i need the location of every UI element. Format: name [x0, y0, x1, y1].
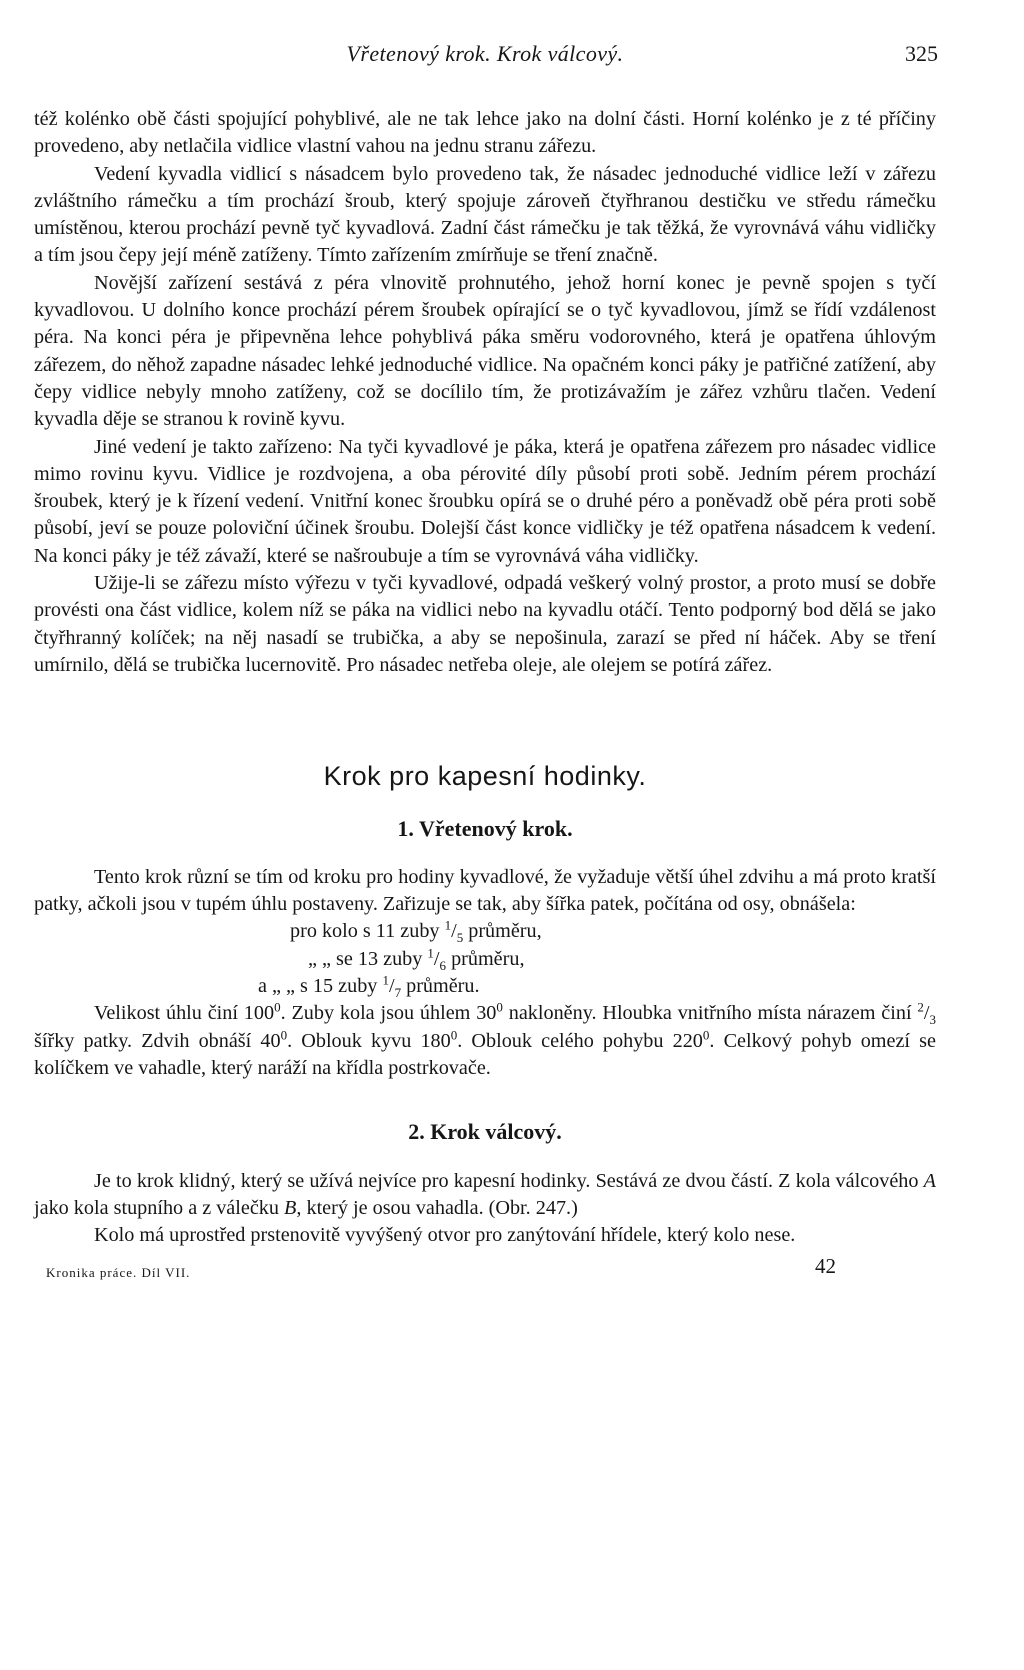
- subsection-title-1: 1. Vřetenový krok.: [397, 815, 573, 841]
- running-title: Vřetenový krok. Krok válcový.: [346, 41, 624, 66]
- paragraph: Užije-li se zářezu místo výřezu v tyči kyvadlové, odpadá veškerý volný prostor, a proto musí se dobře provésti ona část vidlice, kolem níž se páka na vidlici nebo na kyvadlu otáčí. Tento podporný bod dělá se jako čtyřhranný kolíček; na něj nasadí se trubička, a aby se nepošinula, zarazí se před ní háček. Aby se tření umírnilo, dělá se trubička lucernovitě. Pro násadec netřeba oleje, ale olejem se potírá zářez.: [34, 572, 936, 676]
- fraction: $^1/_5$: [444, 917, 464, 946]
- footer-signature: Kronika práce. Díl VII.: [46, 1265, 191, 1281]
- paragraph-continuation: též kolénko obě části spojující pohyblivé, ale ne tak lehce jako na dolní části. Horní kolénko je z té příčiny provedeno, aby netlačila vidlice vlastní vahou na jednu stranu zářezu.: [34, 108, 936, 158]
- fraction: $^2/_3$: [917, 999, 936, 1028]
- paragraph: Velikost úhlu činí $100^0$. Zuby kola jsou úhlem $30^0$ nakloněny. Hloubka vnitřního místa nárazem činí $^2/_3$ šířky patky. Zdvih obnáší $40^0$. Oblouk kyvu $180^0$. Oblouk celého pohybu $220^0$. Celkový pohyb omezí se kolíčkem ve vahadle, který naráží na křídla postrkovače.: [34, 999, 936, 1079]
- subsection-title-2: 2. Krok válcový.: [408, 1119, 562, 1145]
- formula-line-1: pro kolo s 11 zuby $^1/_5$ průměru,: [290, 917, 542, 946]
- formula-line-3: a „ „ s 15 zuby $^1/_7$ průměru.: [258, 972, 480, 1001]
- paragraph: Je to krok klidný, který se užívá nejvíce pro kapesní hodinky. Sestává ze dvou částí. Z kola válcového A jako kola stupního a z válečku B, který je osou vahadla. (Obr. 247.): [34, 1169, 936, 1219]
- page-number: 325: [905, 41, 938, 66]
- paragraph: Tento krok různí se tím od kroku pro hodiny kyvadlové, že vyžaduje větší úhel zdvihu a má proto kratší patky, ačkoli jsou v tupém úhlu postaveny. Zařizuje se tak, aby šířka patek, počítána od osy, obnášela:: [34, 865, 936, 916]
- paragraph: Jiné vedení je takto zařízeno: Na tyči kyvadlové je páka, která je opatřena zářezem pro násadec vidlice mimo rovinu kyvu. Vidlice je rozdvojena, a oba pérovité díly působí proti sobě. Jedním pérem prochází šroubek, který je k řízení vedení. Vnitřní konec šroubku opírá se o druhé péro a poněvadž obě péra proti sobě působí, jeví se pouze poloviční účinek šroubu. Dolejší část konce vidličky je též opatřena násadcem k vedení. Na konci páky je též závaží, které se našroubuje a tím se vyrovnává váha vidličky.: [34, 435, 936, 567]
- section-title: Krok pro kapesní hodinky.: [323, 761, 647, 792]
- sheet-number: 42: [815, 1254, 836, 1279]
- paragraph: Novější zařízení sestává z péra vlnovitě prohnutého, jehož horní konec je pevně spojen s tyčí kyvadlovou. U dolního konce prochází pérem šroubek opírající se o tyč kyvadlovou, jímž se řídí vzdálenost péra. Na konci péra je připevněna lehce pohyblivá páka směru vodorovného, která je opatřena úhlovým zářezem, do něhož zapadne násadec lehké jednoduché vidlice. Na opačném konci páky je patřičné zatížení, aby čepy vidlice nebyly mnoho zatíženy, což se docílilo tím, že protizávažím je zářez vzhůru tlačen. Vedení kyvadla děje se stranou k rovině kyvu.: [34, 271, 936, 431]
- fraction: $^1/_7$: [382, 972, 402, 1001]
- paragraph: Kolo má uprostřed prstenovitě vyvýšený otvor pro zanýtování hřídele, který kolo nese.: [94, 1224, 796, 1247]
- page-footer: [34, 1253, 936, 1283]
- paragraph: Vedení kyvadla vidlicí s násadcem bylo provedeno tak, že násadec jednoduché vidlice leží v zářezu zvláštního rámečku a tím prochází šroub, který spojuje zároveň čtyřhranou destičku ve středu rámečku umístěnou, kterou prochází pevně tyč kyvadlová. Zadní část rámečku je tak těžká, že vyrovnává váhu vidličky a tím jsou čepy její méně zatíženy. Tímto zařízením zmírňuje se tření značně.: [34, 162, 936, 267]
- page-header: [34, 40, 936, 72]
- fraction: $^1/_6$: [427, 944, 447, 973]
- formula-line-2: „ „ se 13 zuby $^1/_6$ průměru,: [308, 944, 525, 973]
